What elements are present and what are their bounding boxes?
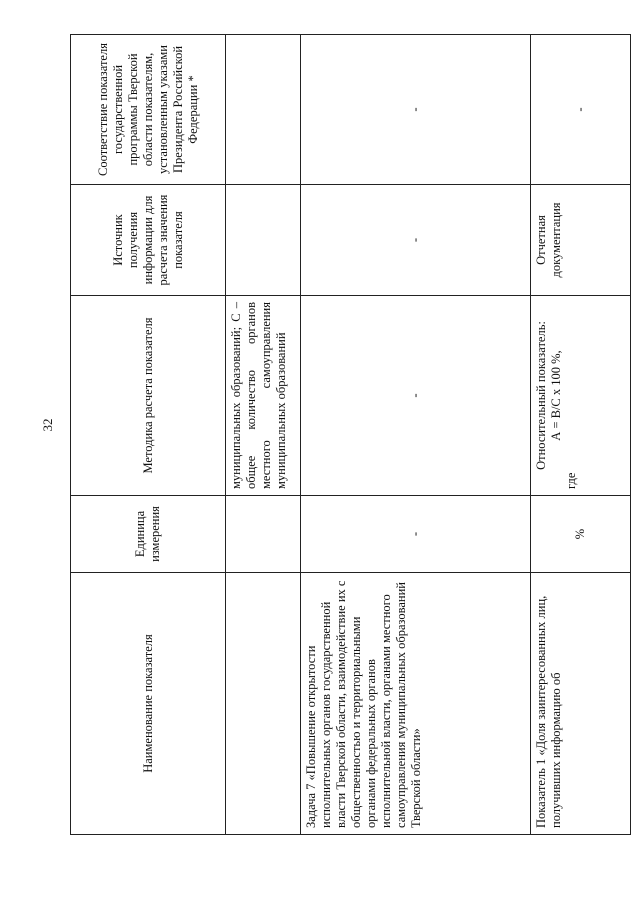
cell-source: - bbox=[301, 185, 531, 296]
cell-unit: % bbox=[531, 496, 631, 573]
cell-compliance: - bbox=[531, 35, 631, 185]
method-label: Относительный показатель: bbox=[534, 321, 548, 470]
page-number: 32 bbox=[40, 418, 55, 432]
cell-name bbox=[226, 573, 301, 835]
cell-task-name: Задача 7 «Повышение открытости исполнительных органов государственной власти Тверской области, взаимодействие их с общественностью и территориальными органами федеральных органов исполнительной власти, органами местного самоуправления муниципальных образований Тверской области» bbox=[301, 573, 531, 835]
method-where: где bbox=[564, 472, 578, 489]
header-method: Методика расчета показателя bbox=[71, 296, 226, 496]
cell-compliance bbox=[226, 35, 301, 185]
table-row bbox=[301, 35, 531, 835]
header-compliance: Соответствие показателя государственной программы Тверской области показателям, установленным указами Президента Российской Федерации * bbox=[71, 35, 226, 185]
cell-unit: - bbox=[301, 496, 531, 573]
cell-unit bbox=[226, 496, 301, 573]
cell-source: Отчетная документация bbox=[531, 185, 631, 296]
cell-indicator-name: Показатель 1 «Доля заинтересованных лиц, получивших информацию об bbox=[531, 573, 631, 835]
header-name: Наименование показателя bbox=[71, 573, 226, 835]
cell-compliance: - bbox=[301, 35, 531, 185]
indicators-table bbox=[70, 34, 631, 835]
table-row bbox=[531, 35, 631, 835]
cell-method: - bbox=[301, 296, 531, 496]
rotated-table-wrapper bbox=[70, 35, 630, 835]
table-row bbox=[226, 35, 301, 835]
header-unit: Единица измерения bbox=[71, 496, 226, 573]
method-formula: А = В/С х 100 %, bbox=[549, 350, 563, 441]
header-source: Источник получения информации для расчета значения показателя bbox=[71, 185, 226, 296]
header-row bbox=[71, 35, 226, 835]
cell-method: муниципальных образований; С – общее количество органов местного самоуправления муниципальных образований bbox=[226, 296, 301, 496]
cell-source bbox=[226, 185, 301, 296]
cell-method bbox=[531, 296, 631, 496]
